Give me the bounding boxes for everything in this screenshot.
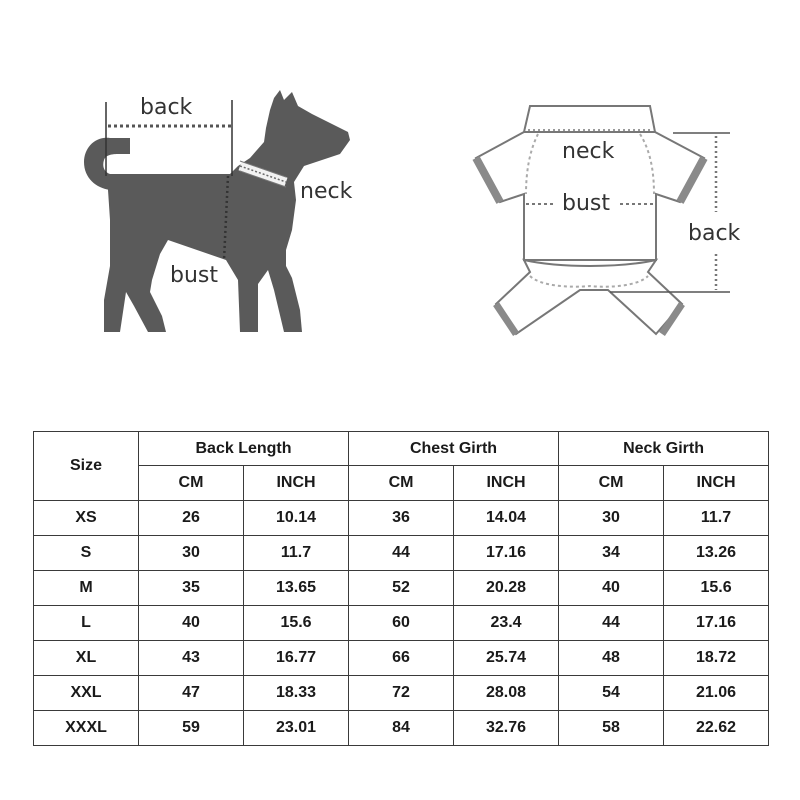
garment-neck-label: neck [562,139,615,164]
size-cell: XL [34,641,139,676]
table-row [34,711,769,746]
garment-bust-label: bust [562,191,610,216]
value-cell: 66 [349,641,454,676]
table-row [34,571,769,606]
value-cell: 22.62 [664,711,769,746]
value-cell: 20.28 [454,571,559,606]
value-cell: 84 [349,711,454,746]
value-cell: 30 [559,501,664,536]
value-cell: 30 [139,536,244,571]
unit-header: CM [349,466,454,501]
value-cell: 48 [559,641,664,676]
value-cell: 72 [349,676,454,711]
value-cell: 28.08 [454,676,559,711]
size-cell: L [34,606,139,641]
value-cell: 44 [559,606,664,641]
unit-header: INCH [454,466,559,501]
value-cell: 52 [349,571,454,606]
size-cell: XXL [34,676,139,711]
value-cell: 16.77 [244,641,349,676]
value-cell: 25.74 [454,641,559,676]
value-cell: 13.26 [664,536,769,571]
value-cell: 34 [559,536,664,571]
unit-header: INCH [664,466,769,501]
garment-outline-icon [460,90,760,360]
value-cell: 35 [139,571,244,606]
value-cell: 11.7 [244,536,349,571]
value-cell: 17.16 [664,606,769,641]
value-cell: 17.16 [454,536,559,571]
value-cell: 44 [349,536,454,571]
value-cell: 18.72 [664,641,769,676]
dog-neck-label: neck [300,179,353,204]
dog-measurement-diagram [60,70,380,350]
value-cell: 14.04 [454,501,559,536]
neck-girth-header: Neck Girth [559,432,769,466]
size-cell: XS [34,501,139,536]
value-cell: 32.76 [454,711,559,746]
size-cell: M [34,571,139,606]
value-cell: 47 [139,676,244,711]
table-row [34,536,769,571]
value-cell: 58 [559,711,664,746]
value-cell: 40 [139,606,244,641]
value-cell: 18.33 [244,676,349,711]
size-cell: XXXL [34,711,139,746]
back-length-header: Back Length [139,432,349,466]
garment-measurement-diagram [460,90,760,360]
garment-back-label: back [688,221,741,246]
value-cell: 54 [559,676,664,711]
chest-girth-header: Chest Girth [349,432,559,466]
value-cell: 59 [139,711,244,746]
table-header-units [34,466,769,501]
value-cell: 11.7 [664,501,769,536]
unit-header: CM [559,466,664,501]
value-cell: 23.01 [244,711,349,746]
table-row [34,676,769,711]
table-row [34,606,769,641]
value-cell: 13.65 [244,571,349,606]
value-cell: 43 [139,641,244,676]
size-chart-table [33,431,769,746]
dog-back-label: back [140,95,193,120]
dog-silhouette-icon [60,70,380,350]
table-header-groups [34,432,769,466]
value-cell: 36 [349,501,454,536]
value-cell: 10.14 [244,501,349,536]
value-cell: 40 [559,571,664,606]
value-cell: 15.6 [664,571,769,606]
value-cell: 23.4 [454,606,559,641]
value-cell: 15.6 [244,606,349,641]
size-cell: S [34,536,139,571]
unit-header: INCH [244,466,349,501]
table-row [34,501,769,536]
value-cell: 21.06 [664,676,769,711]
value-cell: 60 [349,606,454,641]
value-cell: 26 [139,501,244,536]
unit-header: CM [139,466,244,501]
size-column-header: Size [34,432,139,501]
table-row [34,641,769,676]
dog-bust-label: bust [170,263,218,288]
